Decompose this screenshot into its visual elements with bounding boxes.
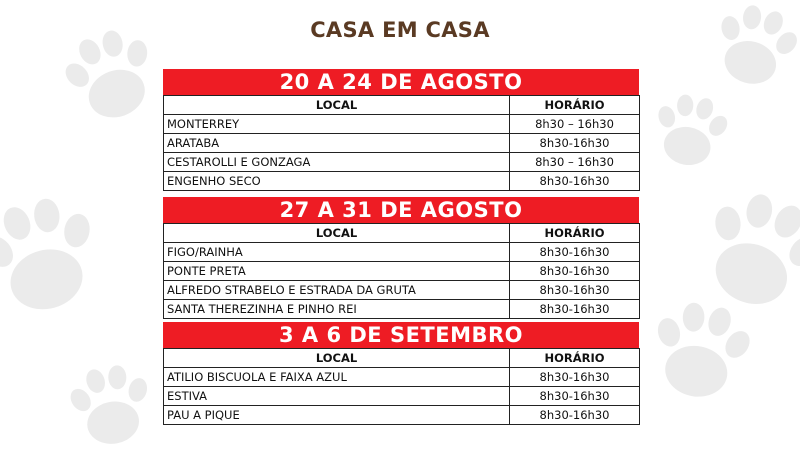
paw-print-icon <box>687 179 800 322</box>
schedule-week-1 <box>163 69 639 191</box>
table-header-row <box>164 224 640 243</box>
schedule-week-2 <box>163 197 639 319</box>
table-row <box>164 115 640 134</box>
cell-horario: 8h30-16h30 <box>510 134 640 153</box>
cell-local: ENGENHO SECO <box>164 172 510 191</box>
column-header-horario: HORÁRIO <box>510 349 640 368</box>
table-row <box>164 243 640 262</box>
cell-horario: 8h30-16h30 <box>510 300 640 319</box>
cell-horario: 8h30-16h30 <box>510 172 640 191</box>
table-row <box>164 262 640 281</box>
cell-local: ARATABA <box>164 134 510 153</box>
table-row <box>164 368 640 387</box>
paw-print-icon <box>647 89 734 171</box>
table-header-row <box>164 349 640 368</box>
week-heading: 27 A 31 DE AGOSTO <box>163 197 639 223</box>
cell-local: PAU A PIQUE <box>164 406 510 425</box>
cell-local: CESTAROLLI E GONZAGA <box>164 153 510 172</box>
cell-local: MONTERREY <box>164 115 510 134</box>
table-row <box>164 281 640 300</box>
schedule-table <box>163 348 640 425</box>
cell-horario: 8h30-16h30 <box>510 243 640 262</box>
schedule-table <box>163 95 640 191</box>
paw-print-icon <box>63 359 160 450</box>
schedule-week-3 <box>163 322 639 425</box>
table-row <box>164 300 640 319</box>
cell-horario: 8h30 – 16h30 <box>510 153 640 172</box>
column-header-local: LOCAL <box>164 96 510 115</box>
table-header-row <box>164 96 640 115</box>
week-heading: 3 A 6 DE SETEMBRO <box>163 322 639 348</box>
cell-horario: 8h30-16h30 <box>510 368 640 387</box>
paw-print-icon <box>643 295 759 405</box>
column-header-horario: HORÁRIO <box>510 96 640 115</box>
table-row <box>164 172 640 191</box>
table-row <box>164 153 640 172</box>
page-title: CASA EM CASA <box>310 18 490 42</box>
cell-horario: 8h30-16h30 <box>510 281 640 300</box>
cell-local: PONTE PRETA <box>164 262 510 281</box>
cell-local: SANTA THEREZINHA E PINHO REI <box>164 300 510 319</box>
column-header-local: LOCAL <box>164 349 510 368</box>
cell-horario: 8h30-16h30 <box>510 262 640 281</box>
table-row <box>164 387 640 406</box>
table-row <box>164 134 640 153</box>
cell-horario: 8h30-16h30 <box>510 406 640 425</box>
column-header-local: LOCAL <box>164 224 510 243</box>
cell-horario: 8h30 – 16h30 <box>510 115 640 134</box>
cell-local: FIGO/RAINHA <box>164 243 510 262</box>
paw-print-icon <box>0 186 113 322</box>
cell-local: ALFREDO STRABELO E ESTRADA DA GRUTA <box>164 281 510 300</box>
table-row <box>164 406 640 425</box>
schedule-table <box>163 223 640 319</box>
cell-local: ATILIO BISCUOLA E FAIXA AZUL <box>164 368 510 387</box>
cell-local: ESTIVA <box>164 387 510 406</box>
cell-horario: 8h30-16h30 <box>510 387 640 406</box>
paw-print-icon <box>705 0 800 94</box>
week-heading: 20 A 24 DE AGOSTO <box>163 69 639 95</box>
column-header-horario: HORÁRIO <box>510 224 640 243</box>
